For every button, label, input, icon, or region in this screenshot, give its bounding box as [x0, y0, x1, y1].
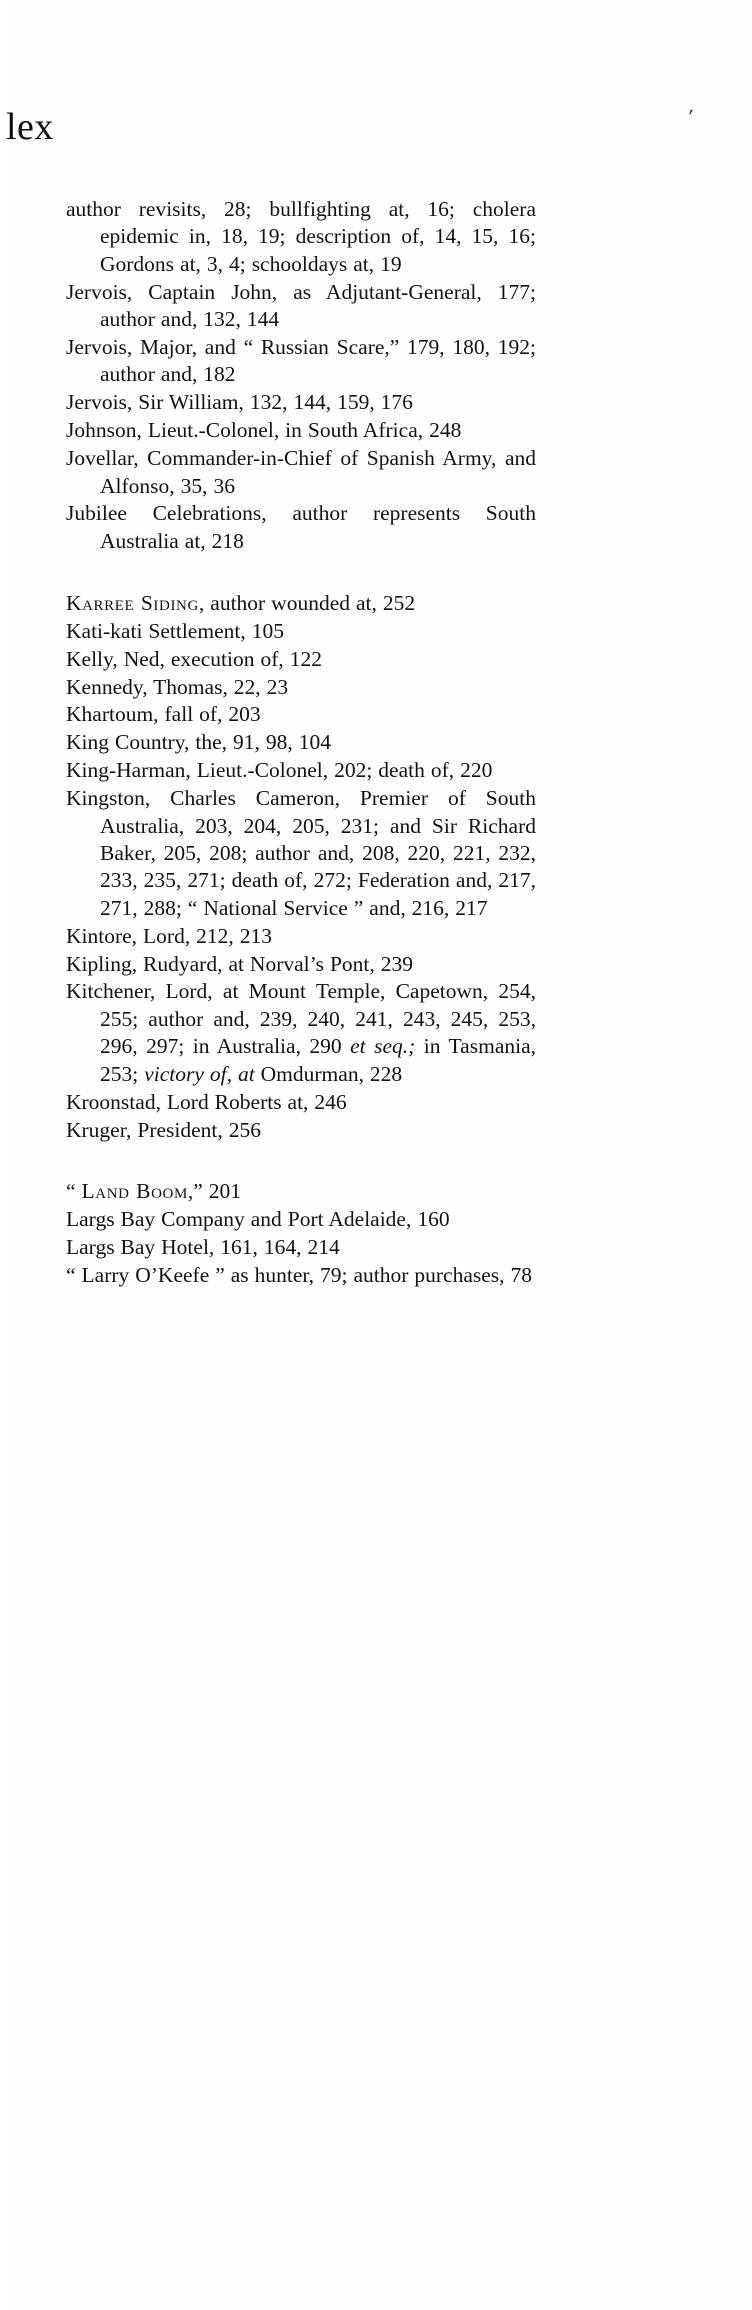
entry-text: Jervois, Major, and “ Russian Scare,” 179, 180, 192; author and, 182	[66, 335, 536, 387]
entry-text: “ Larry O’Keefe ” as hunter, 79; author purchases, 78	[66, 1263, 533, 1288]
entry-text: Kintore, Lord, 212, 213	[66, 923, 273, 948]
entry-text: Jovellar, Commander-in-Chief of Spanish Army, and Alfonso, 35, 36	[66, 446, 536, 498]
index-entry	[66, 590, 536, 617]
entry-text: Largs Bay Company and Port Adelaide, 160	[66, 1207, 450, 1232]
entry-text: Kennedy, Thomas, 22, 23	[66, 674, 289, 699]
index-entry	[66, 978, 536, 1088]
corner-pen-mark-icon: ′	[686, 103, 695, 130]
entry-text: “	[66, 1179, 82, 1204]
letter-group-gap	[66, 1144, 536, 1178]
entry-text: , author wounded at, 252	[198, 590, 416, 615]
index-entry	[66, 1206, 536, 1233]
entry-text: King Country, the, 91, 98, 104	[66, 730, 331, 755]
index-entry	[66, 1234, 536, 1261]
entry-text: Kruger, President, 256	[66, 1117, 261, 1142]
index-entry	[66, 951, 536, 978]
entry-text: author revisits, 28; bullfighting at, 16; cholera epidemic in, 18, 19; description of, 14, 15, 16; Gordons at, 3, 4; schooldays at, 19	[66, 197, 536, 276]
entry-text: Khartoum, fall of, 203	[66, 702, 261, 727]
entry-text: Omdurman, 228	[254, 1061, 403, 1086]
index-entry	[66, 729, 536, 756]
index-entry	[66, 445, 536, 500]
index-entry	[66, 389, 536, 416]
entry-text: Kati-kati Settlement, 105	[66, 618, 284, 643]
entry-text: Kitchener, Lord, at Mount Temple, Capetown, 254, 255; author and, 239, 240, 241, 243, 245, 253, 296, 297; in Australia, 290	[66, 979, 536, 1059]
running-head: lex	[6, 106, 54, 148]
entry-text: Kroonstad, Lord Roberts at, 246	[66, 1089, 347, 1114]
entry-text: Jubilee Celebrations, author represents South Australia at, 218	[66, 501, 536, 553]
index-entry	[66, 1089, 536, 1116]
entry-italic-text: victory of, at	[144, 1061, 255, 1086]
entry-italic-text: et seq.;	[350, 1034, 416, 1059]
entry-text: in Tasmania, 253;	[100, 1034, 536, 1086]
index-entry	[66, 674, 536, 701]
page-edge	[0, 0, 6, 2310]
entry-text: Kingston, Charles Cameron, Premier of South Australia, 203, 204, 205, 231; and Sir Richard Baker, 205, 208; author and, 208, 220, 221, 232, 233, 235, 271; death of, 272; Federation and, 217, 271, 288; “ National Service ” and, 216, 217	[66, 786, 536, 920]
letter-group-gap	[66, 556, 536, 590]
index-entry	[66, 196, 536, 278]
index-entry	[66, 417, 536, 444]
entry-text: Jervois, Sir William, 132, 144, 159, 176	[66, 390, 413, 415]
index-entry	[66, 618, 536, 645]
entry-text: Jervois, Captain John, as Adjutant-General, 177; author and, 132, 144	[66, 279, 536, 332]
index-entry	[66, 1117, 536, 1144]
index-entry	[66, 923, 536, 950]
entry-text: Largs Bay Hotel, 161, 164, 214	[66, 1235, 340, 1260]
entry-text: Johnson, Lieut.-Colonel, in South Africa, 248	[66, 418, 462, 443]
index-entry	[66, 646, 536, 673]
index-entry	[66, 757, 536, 784]
index-entry	[66, 701, 536, 728]
entry-text: King-Harman, Lieut.-Colonel, 202; death of, 220	[66, 758, 493, 783]
entry-text: Kelly, Ned, execution of, 122	[66, 646, 322, 671]
entry-headword-smallcaps: Karree Siding	[66, 590, 199, 615]
index-entry	[66, 1178, 536, 1205]
entry-headword-smallcaps: Land Boom	[81, 1179, 188, 1204]
entry-text: ,” 201	[187, 1179, 242, 1204]
index-entry	[66, 1262, 536, 1289]
index-entry	[66, 785, 536, 922]
index-entry	[66, 334, 536, 389]
index-entry	[66, 279, 536, 334]
index-column	[66, 196, 536, 1290]
entry-text: Kipling, Rudyard, at Norval’s Pont, 239	[66, 951, 413, 976]
index-entry	[66, 500, 536, 555]
